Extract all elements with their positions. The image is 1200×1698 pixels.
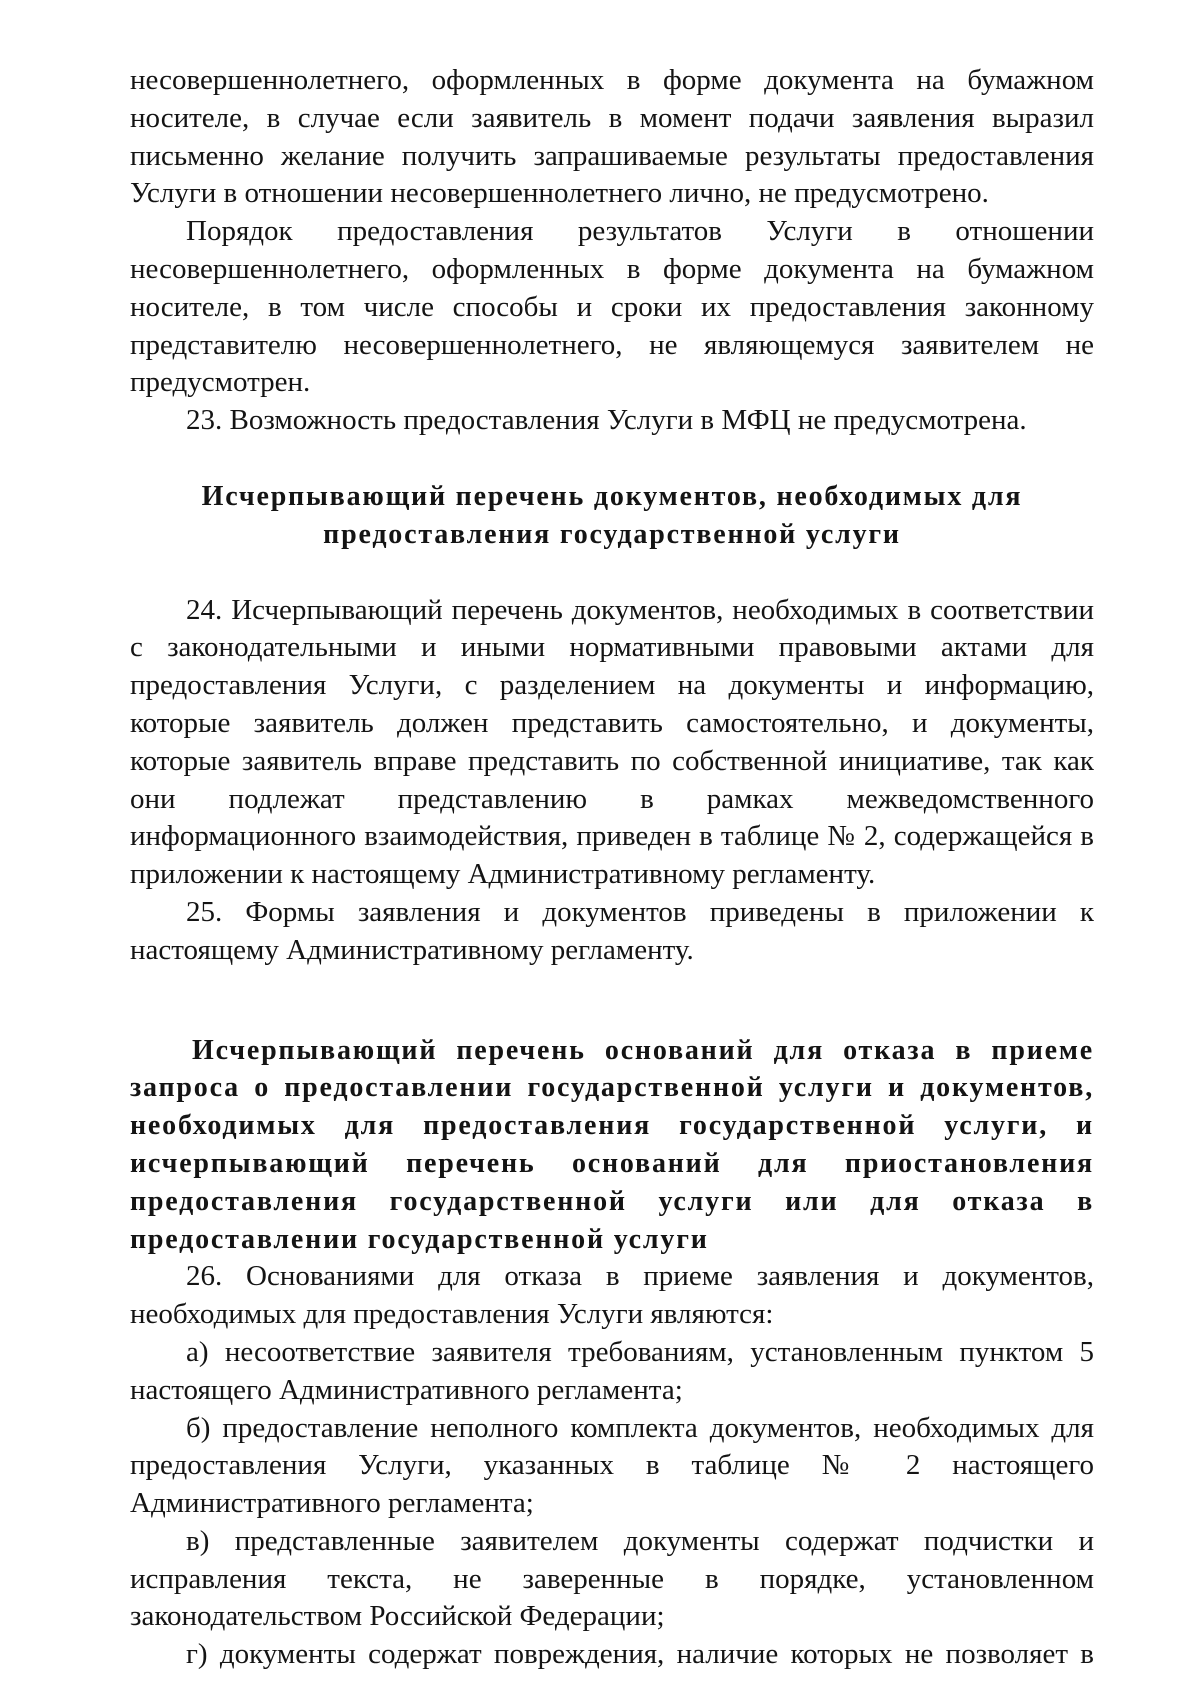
spacer	[130, 970, 1094, 1032]
list-item-a: а) несоответствие заявителя требованиям, установленным пунктом 5 настоящего Административного регламента;	[130, 1335, 1094, 1406]
spacer	[130, 440, 1094, 478]
document-body	[130, 62, 1094, 1674]
paragraph-26: 26. Основаниями для отказа в приеме заявления и документов, необходимых для предоставления Услуги являются:	[130, 1260, 1094, 1331]
list-item-b: б) предоставление неполного комплекта документов, необходимых для предоставления Услуги, указанных в таблице № 2 настоящего Административного регламента;	[130, 1411, 1094, 1520]
section-heading-documents-line-1: Исчерпывающий перечень документов, необходимых для	[201, 480, 1023, 512]
paragraph-continuation: несовершеннолетнего, оформленных в форме документа на бумажном носителе, в случае если заявитель в момент подачи заявления выразил письменно желание получить запрашиваемые результаты предоставления Услуги в отношении несовершеннолетнего лично, не предусмотрено.	[130, 64, 1094, 210]
spacer	[130, 554, 1094, 592]
list-item-v: в) представленные заявителем документы содержат подчистки и исправления текста, не заверенные в порядке, установленном законодательством Российской Федерации;	[130, 1524, 1094, 1633]
section-heading-documents-line-2: предоставления государственной услуги	[323, 518, 901, 550]
paragraph-23: 23. Возможность предоставления Услуги в МФЦ не предусмотрена.	[186, 404, 1027, 437]
paragraph-24: 24. Исчерпывающий перечень документов, необходимых в соответствии с законодательными и иными нормативными правовыми актами для предоставления Услуги, с разделением на документы и информацию, которые заявитель должен представить самостоятельно, и документы, которые заявитель вправе представить по собственной инициативе, так как они подлежат представлению в рамках межведомственного информационного взаимодействия, приведен в таблице № 2, содержащейся в приложении к настоящему Административному регламенту.	[130, 593, 1094, 891]
section-heading-refusal-grounds: Исчерпывающий перечень оснований для отказа в приеме запроса о предоставлении государственной услуги и документов, необходимых для предоставления государственной услуги, и исчерпывающий перечень оснований для приостановления предоставления государственной услуги или для отказа в предоставлении государственной услуги	[130, 1034, 1094, 1255]
paragraph-order-of-results: Порядок предоставления результатов Услуги в отношении несовершеннолетнего, оформленных в форме документа на бумажном носителе, в том числе способы и сроки их предоставления законному представителю несовершеннолетнего, не являющемуся заявителем не предусмотрен.	[130, 215, 1094, 399]
list-item-g: г) документы содержат повреждения, наличие которых не позволяет в	[186, 1638, 1094, 1671]
paragraph-25: 25. Формы заявления и документов приведены в приложении к настоящему Административному регламенту.	[130, 895, 1094, 966]
